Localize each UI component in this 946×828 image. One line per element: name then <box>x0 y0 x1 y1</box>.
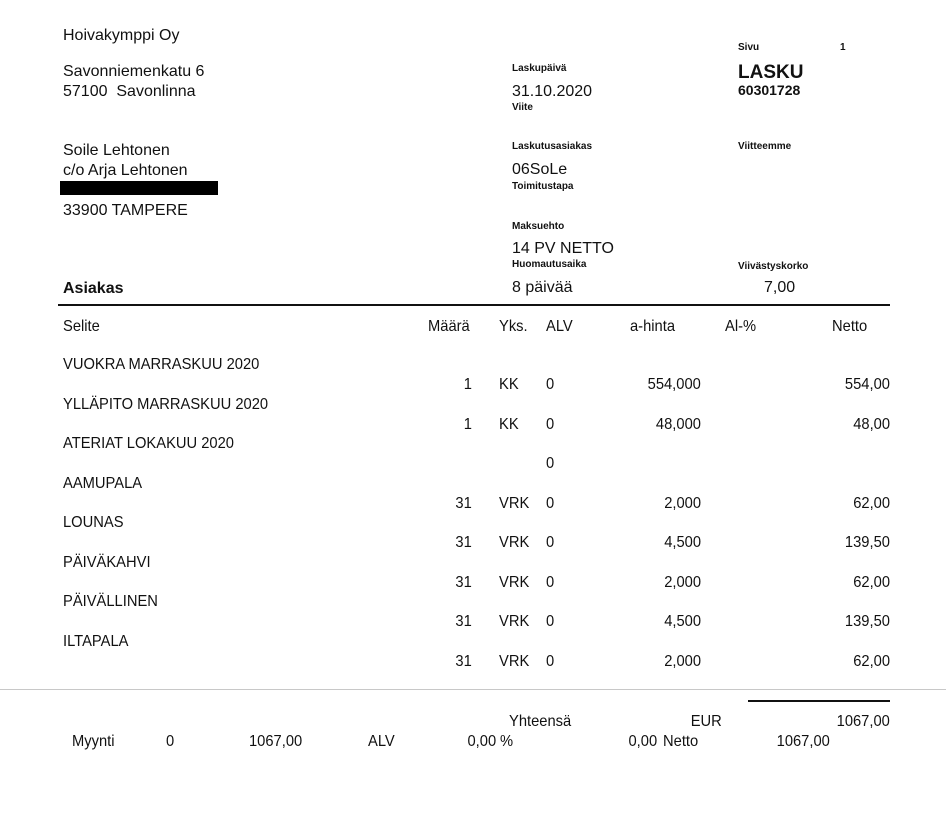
line-vat: 0 <box>546 534 555 551</box>
line-net: 62,00 <box>853 573 890 591</box>
col-header-discount: Al-% <box>725 318 757 335</box>
delivery-label: Toimitustapa <box>512 181 574 192</box>
recipient-city: 33900 TAMPERE <box>63 202 188 219</box>
line-unit: VRK <box>499 613 530 630</box>
col-header-vat: ALV <box>546 318 573 335</box>
our-reference-label: Viitteemme <box>738 141 792 152</box>
currency: EUR <box>690 713 722 730</box>
line-vat: 0 <box>546 494 555 512</box>
line-description: LOUNAS <box>63 514 124 531</box>
line-vat: 0 <box>546 652 555 670</box>
page-number: 1 <box>840 42 846 53</box>
line-net: 139,50 <box>844 534 890 551</box>
line-unit-price: 2,000 <box>664 652 701 670</box>
line-unit: KK <box>499 415 519 433</box>
sales-vat-code: 0 <box>166 733 175 750</box>
notice-period-label: Huomautusaika <box>512 259 587 270</box>
line-unit: VRK <box>499 573 530 591</box>
line-description: ATERIAT LOKAKUU 2020 <box>63 435 234 452</box>
invoice-date: 31.10.2020 <box>512 83 593 100</box>
line-unit: KK <box>499 376 519 393</box>
col-header-description: Selite <box>63 318 100 335</box>
line-vat: 0 <box>546 376 555 393</box>
col-header-unit-price: a-hinta <box>630 318 676 335</box>
line-unit: VRK <box>499 494 530 512</box>
line-quantity: 31 <box>455 534 472 551</box>
late-interest-label: Viivästyskorko <box>738 261 809 272</box>
document-title: LASKU <box>738 62 804 83</box>
recipient-co: c/o Arja Lehtonen <box>63 162 188 179</box>
percent-value: 0,00 <box>628 733 657 750</box>
line-description: PÄIVÄKAHVI <box>63 553 151 571</box>
col-header-net: Netto <box>832 318 868 335</box>
col-header-quantity: Määrä <box>428 318 470 335</box>
line-net: 554,00 <box>844 376 890 393</box>
line-vat: 0 <box>546 573 555 591</box>
sales-label: Myynti <box>72 733 115 750</box>
recipient-name: Soile Lehtonen <box>63 142 170 159</box>
col-header-unit: Yks. <box>499 318 528 335</box>
reference-label: Viite <box>512 102 533 113</box>
sender-street: Savonniemenkatu 6 <box>63 63 205 80</box>
redacted-address-bar <box>60 181 218 195</box>
line-quantity: 31 <box>455 494 472 512</box>
line-vat: 0 <box>546 455 555 472</box>
line-net: 62,00 <box>853 652 890 670</box>
line-quantity: 31 <box>455 573 472 591</box>
page-label: Sivu <box>738 42 760 53</box>
payment-terms-label: Maksuehto <box>512 221 565 232</box>
line-description: AAMUPALA <box>63 474 143 492</box>
line-description: PÄIVÄLLINEN <box>63 593 158 610</box>
line-unit-price: 4,500 <box>664 613 701 630</box>
vat-label: ALV <box>368 733 395 750</box>
line-net: 62,00 <box>853 494 890 512</box>
line-unit: VRK <box>499 534 530 551</box>
percent-label: % <box>500 733 514 750</box>
net-amount: 1067,00 <box>776 733 830 750</box>
line-unit-price: 2,000 <box>664 573 701 591</box>
line-net: 139,50 <box>844 613 890 630</box>
line-description: VUOKRA MARRASKUU 2020 <box>63 356 260 373</box>
line-unit-price: 4,500 <box>664 534 701 551</box>
billing-customer: 06SoLe <box>512 161 568 178</box>
lines-divider <box>0 689 946 690</box>
vat-amount: 0,00 <box>467 733 496 750</box>
line-unit-price: 2,000 <box>664 494 701 512</box>
line-quantity: 31 <box>455 613 472 630</box>
line-unit-price: 48,000 <box>655 415 701 433</box>
sender-company: Hoivakymppi Oy <box>63 27 180 44</box>
total-label: Yhteensä <box>509 713 572 730</box>
line-quantity: 1 <box>463 376 472 393</box>
net-label: Netto <box>663 733 699 750</box>
line-net: 48,00 <box>853 415 890 433</box>
line-unit: VRK <box>499 652 530 670</box>
line-unit-price: 554,000 <box>647 376 701 393</box>
sender-postal: 57100 Savonlinna <box>63 83 196 100</box>
customer-heading: Asiakas <box>63 280 124 297</box>
header-divider <box>58 304 890 306</box>
invoice-date-label: Laskupäivä <box>512 63 567 74</box>
line-description: ILTAPALA <box>63 632 129 650</box>
sales-amount: 1067,00 <box>249 733 303 750</box>
line-quantity: 1 <box>463 415 472 433</box>
late-interest: 7,00 <box>764 279 796 296</box>
line-description: YLLÄPITO MARRASKUU 2020 <box>63 395 269 413</box>
document-number: 60301728 <box>738 82 801 98</box>
payment-terms: 14 PV NETTO <box>512 240 614 257</box>
total-amount: 1067,00 <box>836 713 890 730</box>
line-quantity: 31 <box>455 652 472 670</box>
billing-customer-label: Laskutusasiakas <box>512 141 593 152</box>
notice-period: 8 päivää <box>512 279 573 296</box>
line-vat: 0 <box>546 613 555 630</box>
total-rule <box>748 700 890 702</box>
line-vat: 0 <box>546 415 555 433</box>
